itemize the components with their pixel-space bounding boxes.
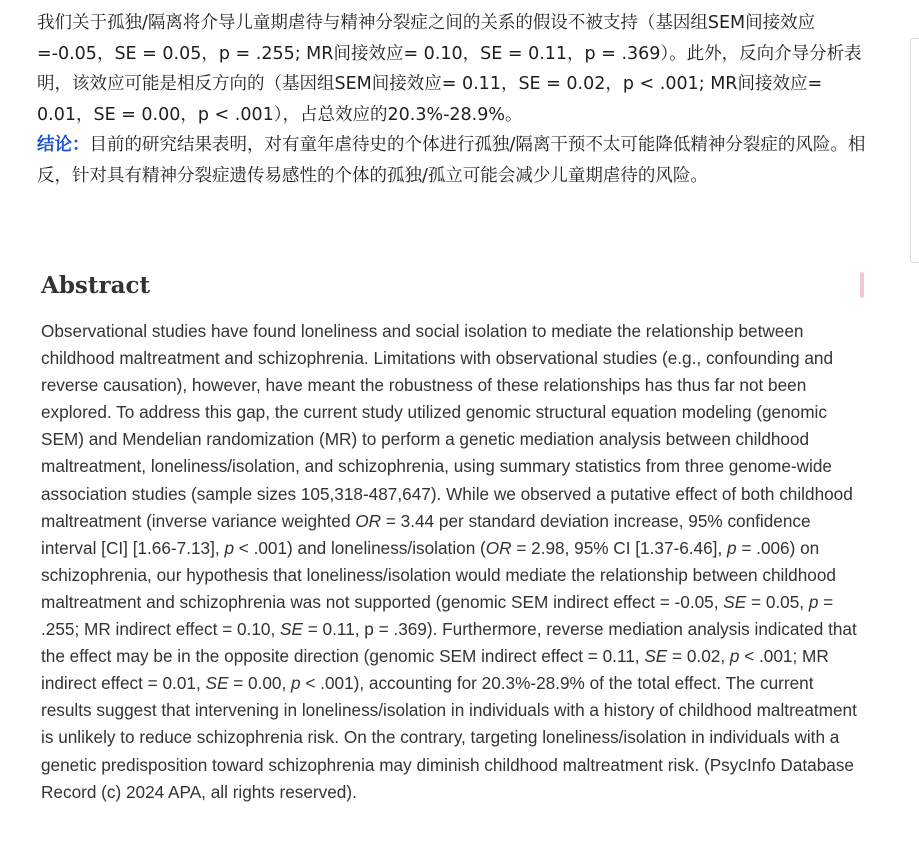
- abstract-text: = 0.05,: [746, 591, 809, 612]
- conclusion-label: 结论：: [37, 135, 90, 155]
- abstract-text: = .006) on schizophrenia, our hypothesis that loneliness/isolation would mediate the relationship between childhood maltreatment and schizophrenia was not supported (genomic SEM indirect effect = -0.05,: [41, 537, 836, 612]
- side-marker: [860, 272, 864, 298]
- stat-symbol: p: [808, 591, 819, 612]
- abstract-text: = 2.98, 95% CI [1.37-6.46],: [511, 537, 728, 558]
- chinese-conclusion-paragraph: [37, 130, 867, 191]
- abstract-text: = .255; MR indirect effect = 0.10,: [41, 591, 834, 640]
- abstract-text: Observational studies have found loneliness and social isolation to mediate the relationship between childhood maltreatment and schizophrenia. Limitations with observational studies (e.g., confounding and reverse causation), however, have meant the robustness of these relationships has thus far not been explored. To address this gap, the current study utilized genomic structural equation modeling (genomic SEM) and Mendelian randomization (MR) to perform a genetic mediation analysis between childhood maltreatment, loneliness/isolation, and schizophrenia, using summary statistics from three genome-wide association studies (sample sizes 105,318-487,647). While we observed a putative effect of both childhood maltreatment (inverse variance weighted: [41, 321, 853, 531]
- stat-symbol: p: [729, 646, 740, 667]
- stat-symbol: SE: [723, 591, 747, 612]
- stat-symbol: SE: [644, 646, 668, 667]
- abstract-text: < .001; MR indirect effect = 0.01,: [41, 646, 829, 694]
- abstract-body: [41, 318, 863, 806]
- stat-symbol: OR: [355, 510, 382, 531]
- stat-symbol: p: [291, 673, 301, 694]
- abstract-text: < .001), accounting for 20.3%-28.9% of the total effect. The current results suggest that intervening in loneliness/isolation in individuals with a history of childhood maltreatment is unlikely to reduce schizophrenia risk. On the contrary, targeting loneliness/isolation in individuals with a genetic predisposition toward schizophrenia may diminish childhood maltreatment risk. (PsycInfo Database Record (c) 2024 APA, all rights reserved).: [41, 673, 857, 802]
- chinese-results-paragraph: 我们关于孤独/隔离将介导儿童期虐待与精神分裂症之间的关系的假设不被支持（基因组SEM间接效应=-0.05，SE = 0.05，p = .255; MR间接效应= 0.10，SE = 0.11，p = .369）。此外，反向介导分析表明，该效应可能是相反方向的（基因组SEM间接效应= 0.11，SE = 0.02，p < .001; MR间接效应= 0.01，SE = 0.00，p < .001），占总效应的20.3%-28.9%。: [37, 13, 862, 125]
- stat-symbol: SE: [205, 673, 229, 694]
- abstract-text: = 3.44 per standard deviation increase, 95% confidence interval [CI] [1.66-7.13],: [41, 510, 811, 558]
- side-panel-edge: [910, 38, 919, 263]
- stat-symbol: p: [727, 537, 737, 558]
- abstract-text: = 0.02,: [667, 646, 730, 667]
- abstract-heading: Abstract: [41, 272, 151, 299]
- abstract-text: = 0.11, p = .369). Furthermore, reverse mediation analysis indicated that the effect may be in the opposite direction (genomic SEM indirect effect = 0.11,: [41, 619, 857, 667]
- conclusion-text: 目前的研究结果表明，对有童年虐待史的个体进行孤独/隔离干预不太可能降低精神分裂症的风险。相反，针对具有精神分裂症遗传易感性的个体的孤独/孤立可能会减少儿童期虐待的风险。: [37, 135, 866, 186]
- stat-symbol: OR: [485, 537, 512, 558]
- stat-symbol: SE: [280, 619, 303, 640]
- abstract-text: = 0.00,: [228, 673, 292, 694]
- abstract-text: < .001) and loneliness/isolation (: [234, 537, 486, 558]
- chinese-translation: [37, 8, 867, 191]
- stat-symbol: p: [224, 537, 234, 558]
